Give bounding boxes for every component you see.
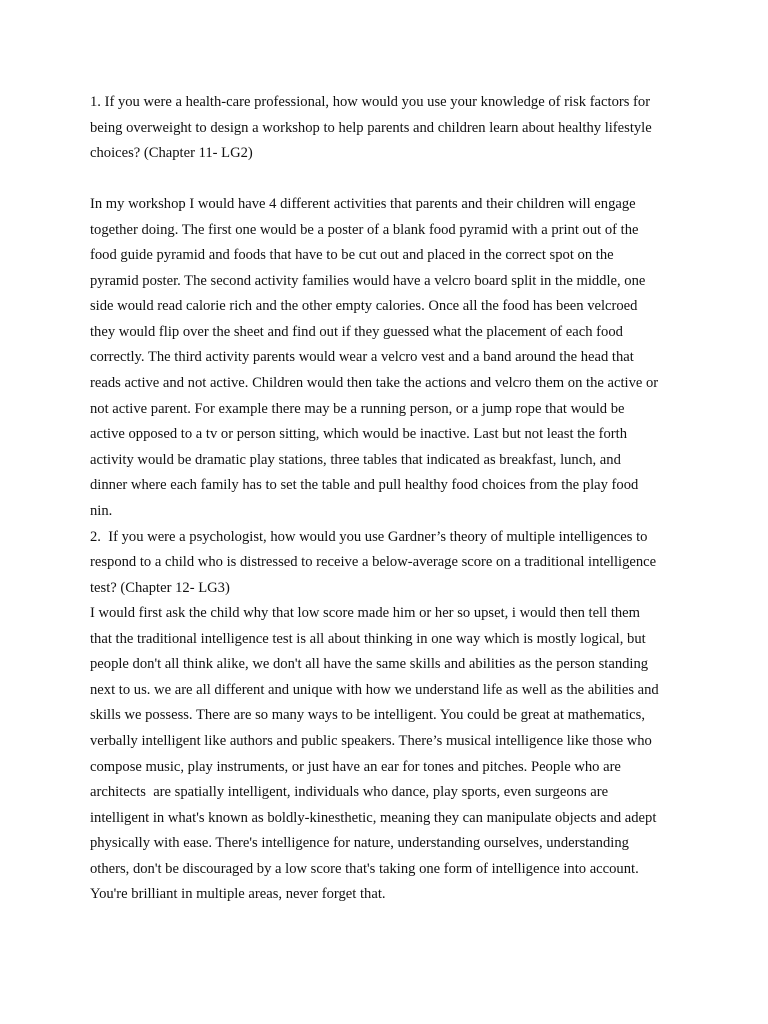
a2-line-1: I would first ask the child why that low score made him or her so upset, i would then tell them bbox=[90, 605, 640, 621]
q2-line-3: test? (Chapter 12- LG3) bbox=[90, 580, 230, 596]
a2-line-5: skills we possess. There are so many ways to be intelligent. You could be great at mathematics, bbox=[90, 707, 645, 723]
a2-line-12: You're brilliant in multiple areas, never forget that. bbox=[90, 886, 386, 902]
a1-line-7: correctly. The third activity parents would wear a velcro vest and a band around the head that bbox=[90, 349, 634, 365]
a1-line-10: active opposed to a tv or person sitting, which would be inactive. Last but not least the forth bbox=[90, 426, 628, 442]
a2-line-7: compose music, play instruments, or just have an ear for tones and pitches. People who are bbox=[90, 759, 621, 775]
a2-line-9: intelligent in what's known as boldly-kinesthetic, meaning they can manipulate objects and adept bbox=[90, 810, 657, 826]
a2-line-10: physically with ease. There's intelligence for nature, understanding ourselves, understanding bbox=[90, 835, 629, 851]
a1-line-8: reads active and not active. Children would then take the actions and velcro them on the active or bbox=[90, 375, 659, 391]
a1-line-1: In my workshop I would have 4 different activities that parents and their children will engage bbox=[90, 196, 636, 212]
a2-line-3: people don't all think alike, we don't all have the same skills and abilities as the person standing bbox=[90, 656, 649, 672]
a2-line-8: architects are spatially intelligent, individuals who dance, play sports, even surgeons are bbox=[90, 784, 609, 800]
q1-line-1: 1. If you were a health-care professional, how would you use your knowledge of risk factors for bbox=[90, 94, 651, 110]
a1-line-6: they would flip over the sheet and find out if they guessed what the placement of each food bbox=[90, 324, 623, 340]
a1-line-4: pyramid poster. The second activity families would have a velcro board split in the middle, one bbox=[90, 273, 646, 289]
q1-line-2: being overweight to design a workshop to help parents and children learn about healthy lifestyle bbox=[90, 120, 652, 136]
a1-line-3: food guide pyramid and foods that have to be cut out and placed in the correct spot on the bbox=[90, 247, 614, 263]
a2-line-4: next to us. we are all different and unique with how we understand life as well as the abilities and bbox=[90, 682, 659, 698]
q1-line-3: choices? (Chapter 11- LG2) bbox=[90, 145, 253, 161]
a2-line-11: others, don't be discouraged by a low score that's taking one form of intelligence into account. bbox=[90, 861, 639, 877]
a1-line-2: together doing. The first one would be a poster of a blank food pyramid with a print out of the bbox=[90, 222, 639, 238]
a1-line-9: not active parent. For example there may be a running person, or a jump rope that would be bbox=[90, 401, 625, 417]
a1-line-12: dinner where each family has to set the table and pull healthy food choices from the play food bbox=[90, 477, 639, 493]
q2-line-2: respond to a child who is distressed to receive a below-average score on a traditional intelligence bbox=[90, 554, 657, 570]
q2-line-1: 2. If you were a psychologist, how would you use Gardner’s theory of multiple intelligences to bbox=[90, 529, 648, 545]
a1-line-13: nin. bbox=[90, 503, 113, 519]
a1-line-5: side would read calorie rich and the other empty calories. Once all the food has been velcroed bbox=[90, 298, 638, 314]
a1-line-11: activity would be dramatic play stations, three tables that indicated as breakfast, lunch, and bbox=[90, 452, 621, 468]
a2-line-2: that the traditional intelligence test is all about thinking in one way which is mostly logical, but bbox=[90, 631, 646, 647]
a2-line-6: verbally intelligent like authors and public speakers. There’s musical intelligence like those who bbox=[90, 733, 652, 749]
